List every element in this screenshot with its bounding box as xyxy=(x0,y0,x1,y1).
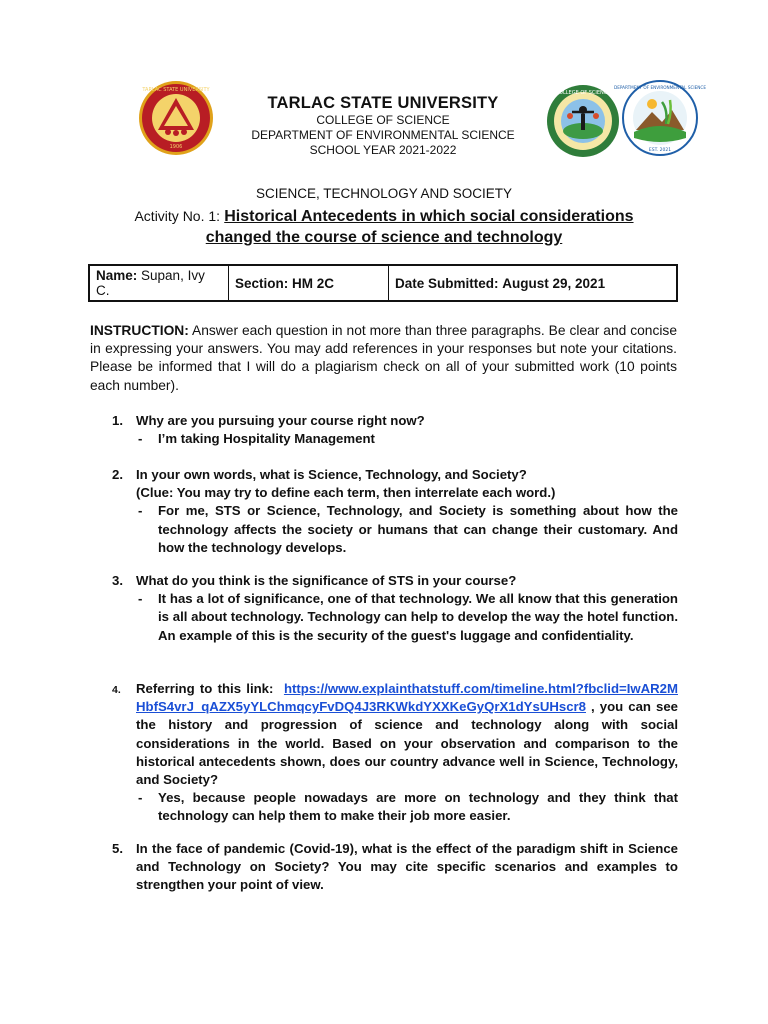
name-value: Supan, Ivy C. xyxy=(96,268,205,298)
question-5 xyxy=(112,840,678,895)
question-text: In your own words, what is Science, Technology, and Society? xyxy=(136,467,527,482)
answer: - It has a lot of significance, one of that technology. We all know that this generation is all about technology. Technology can help to develop the way the hotel function. An example of this is the security of the guest's luggage and confidentiality. xyxy=(138,591,678,643)
question-3 xyxy=(112,572,678,645)
cos-seal-text: COLLEGE OF SCIENCE xyxy=(555,90,611,96)
tsu-seal-year: 1906 xyxy=(169,144,183,150)
college-of-science-seal xyxy=(546,84,620,158)
question-text: In the face of pandemic (Covid-19), what is the effect of the paradigm shift in Science and Technology on Society? You may cite specific scenarios and examples to strengthen your point of view. xyxy=(136,841,678,893)
university-name: TARLAC STATE UNIVERSITY xyxy=(267,94,499,112)
answer-text: Yes, because people nowadays are more on technology and they think that technology can help them to make their job more easier. xyxy=(158,790,678,824)
answer: - I’m taking Hospitality Management xyxy=(138,431,375,447)
instruction-paragraph xyxy=(90,322,677,395)
activity-number: Activity No. 1: xyxy=(134,208,221,224)
course-title: SCIENCE, TECHNOLOGY AND SOCIETY xyxy=(255,186,513,201)
question-number: 2. xyxy=(112,467,123,482)
env-seal-est: EST. 2021 xyxy=(648,148,672,153)
env-seal-text: DEPARTMENT OF ENVIRONMENTAL SCIENCE xyxy=(613,85,707,90)
answer-text: For me, STS or Science, Technology, and Society is something about how the technology affects the society or humans that can change their customary. And how the technology develops. xyxy=(158,503,678,555)
instruction-text: Answer each question in not more than three paragraphs. Be clear and concise in expressing your answers. You may add references in your responses but note your citations. Please be informed that I will do a plagiarism check on all of your submitted work (10 points each number). xyxy=(90,323,677,393)
date-cell xyxy=(389,266,676,300)
question-number: 5. xyxy=(112,841,123,856)
document-header xyxy=(232,94,534,158)
activity-heading xyxy=(90,206,678,248)
school-year: SCHOOL YEAR 2021-2022 xyxy=(309,143,457,157)
name-label: Name: xyxy=(96,268,138,283)
instruction-label: INSTRUCTION: xyxy=(90,323,189,338)
question-number: 3. xyxy=(112,573,123,588)
question-clue: (Clue: You may try to define each term, then interrelate each word.) xyxy=(136,485,556,501)
department-name: DEPARTMENT OF ENVIRONMENTAL SCIENCE xyxy=(251,128,515,142)
tarlac-state-university-seal xyxy=(138,80,214,156)
question-pre: Referring to this link: xyxy=(136,681,274,696)
question-post: , you can see the history and progression of science and technology along with social considerations in the world. Based on your observation and comparison to the historical antecedents shown, does our country advance well in Science, Technology, and Society? xyxy=(136,699,678,788)
answer: - Yes, because people nowadays are more on technology and they think that technology can help them to make their job more easier. xyxy=(138,790,678,824)
activity-title-line2: changed the course of science and technology xyxy=(205,229,563,246)
section-value: HM 2C xyxy=(292,275,335,291)
question-number: 4. xyxy=(112,684,121,696)
tsu-seal-text: TARLAC STATE UNIVERSITY xyxy=(142,87,210,93)
timeline-link[interactable]: https://www.explainthatstuff.com/timeline.html?fbclid=IwAR2MHbfS4vrJ_qAZX5yYLChmqcyFvDQ4J3RKWkdYXXKeGyQrX1dYsUHscr8 xyxy=(136,681,678,715)
activity-title-line1: Historical Antecedents in which social considerations xyxy=(224,208,634,225)
question-text: Why are you pursuing your course right now? xyxy=(136,413,425,428)
section-label: Section: xyxy=(235,275,289,291)
name-cell xyxy=(90,266,229,300)
answer-text: It has a lot of significance, one of that technology. We all know that this generation is all about technology. Technology can help to develop the way the hotel function. An example of this is the security of the guest's luggage and confidentiality. xyxy=(158,591,678,643)
question-number: 1. xyxy=(112,413,123,428)
question-text xyxy=(136,680,678,789)
student-info-table xyxy=(88,264,678,302)
answer-text: I’m taking Hospitality Management xyxy=(158,431,375,447)
date-value: August 29, 2021 xyxy=(502,275,606,291)
question-4 xyxy=(112,680,678,826)
date-label: Date Submitted: xyxy=(395,275,499,291)
question-text: What do you think is the significance of STS in your course? xyxy=(136,573,517,588)
answer: - For me, STS or Science, Technology, and Society is something about how the technology affects the society or humans that can change their customary. And how the technology develops. xyxy=(138,503,678,555)
section-cell xyxy=(229,266,389,300)
question-1 xyxy=(112,412,678,448)
environmental-science-seal xyxy=(613,80,707,156)
question-2 xyxy=(112,466,678,557)
college-name: COLLEGE OF SCIENCE xyxy=(316,113,450,127)
